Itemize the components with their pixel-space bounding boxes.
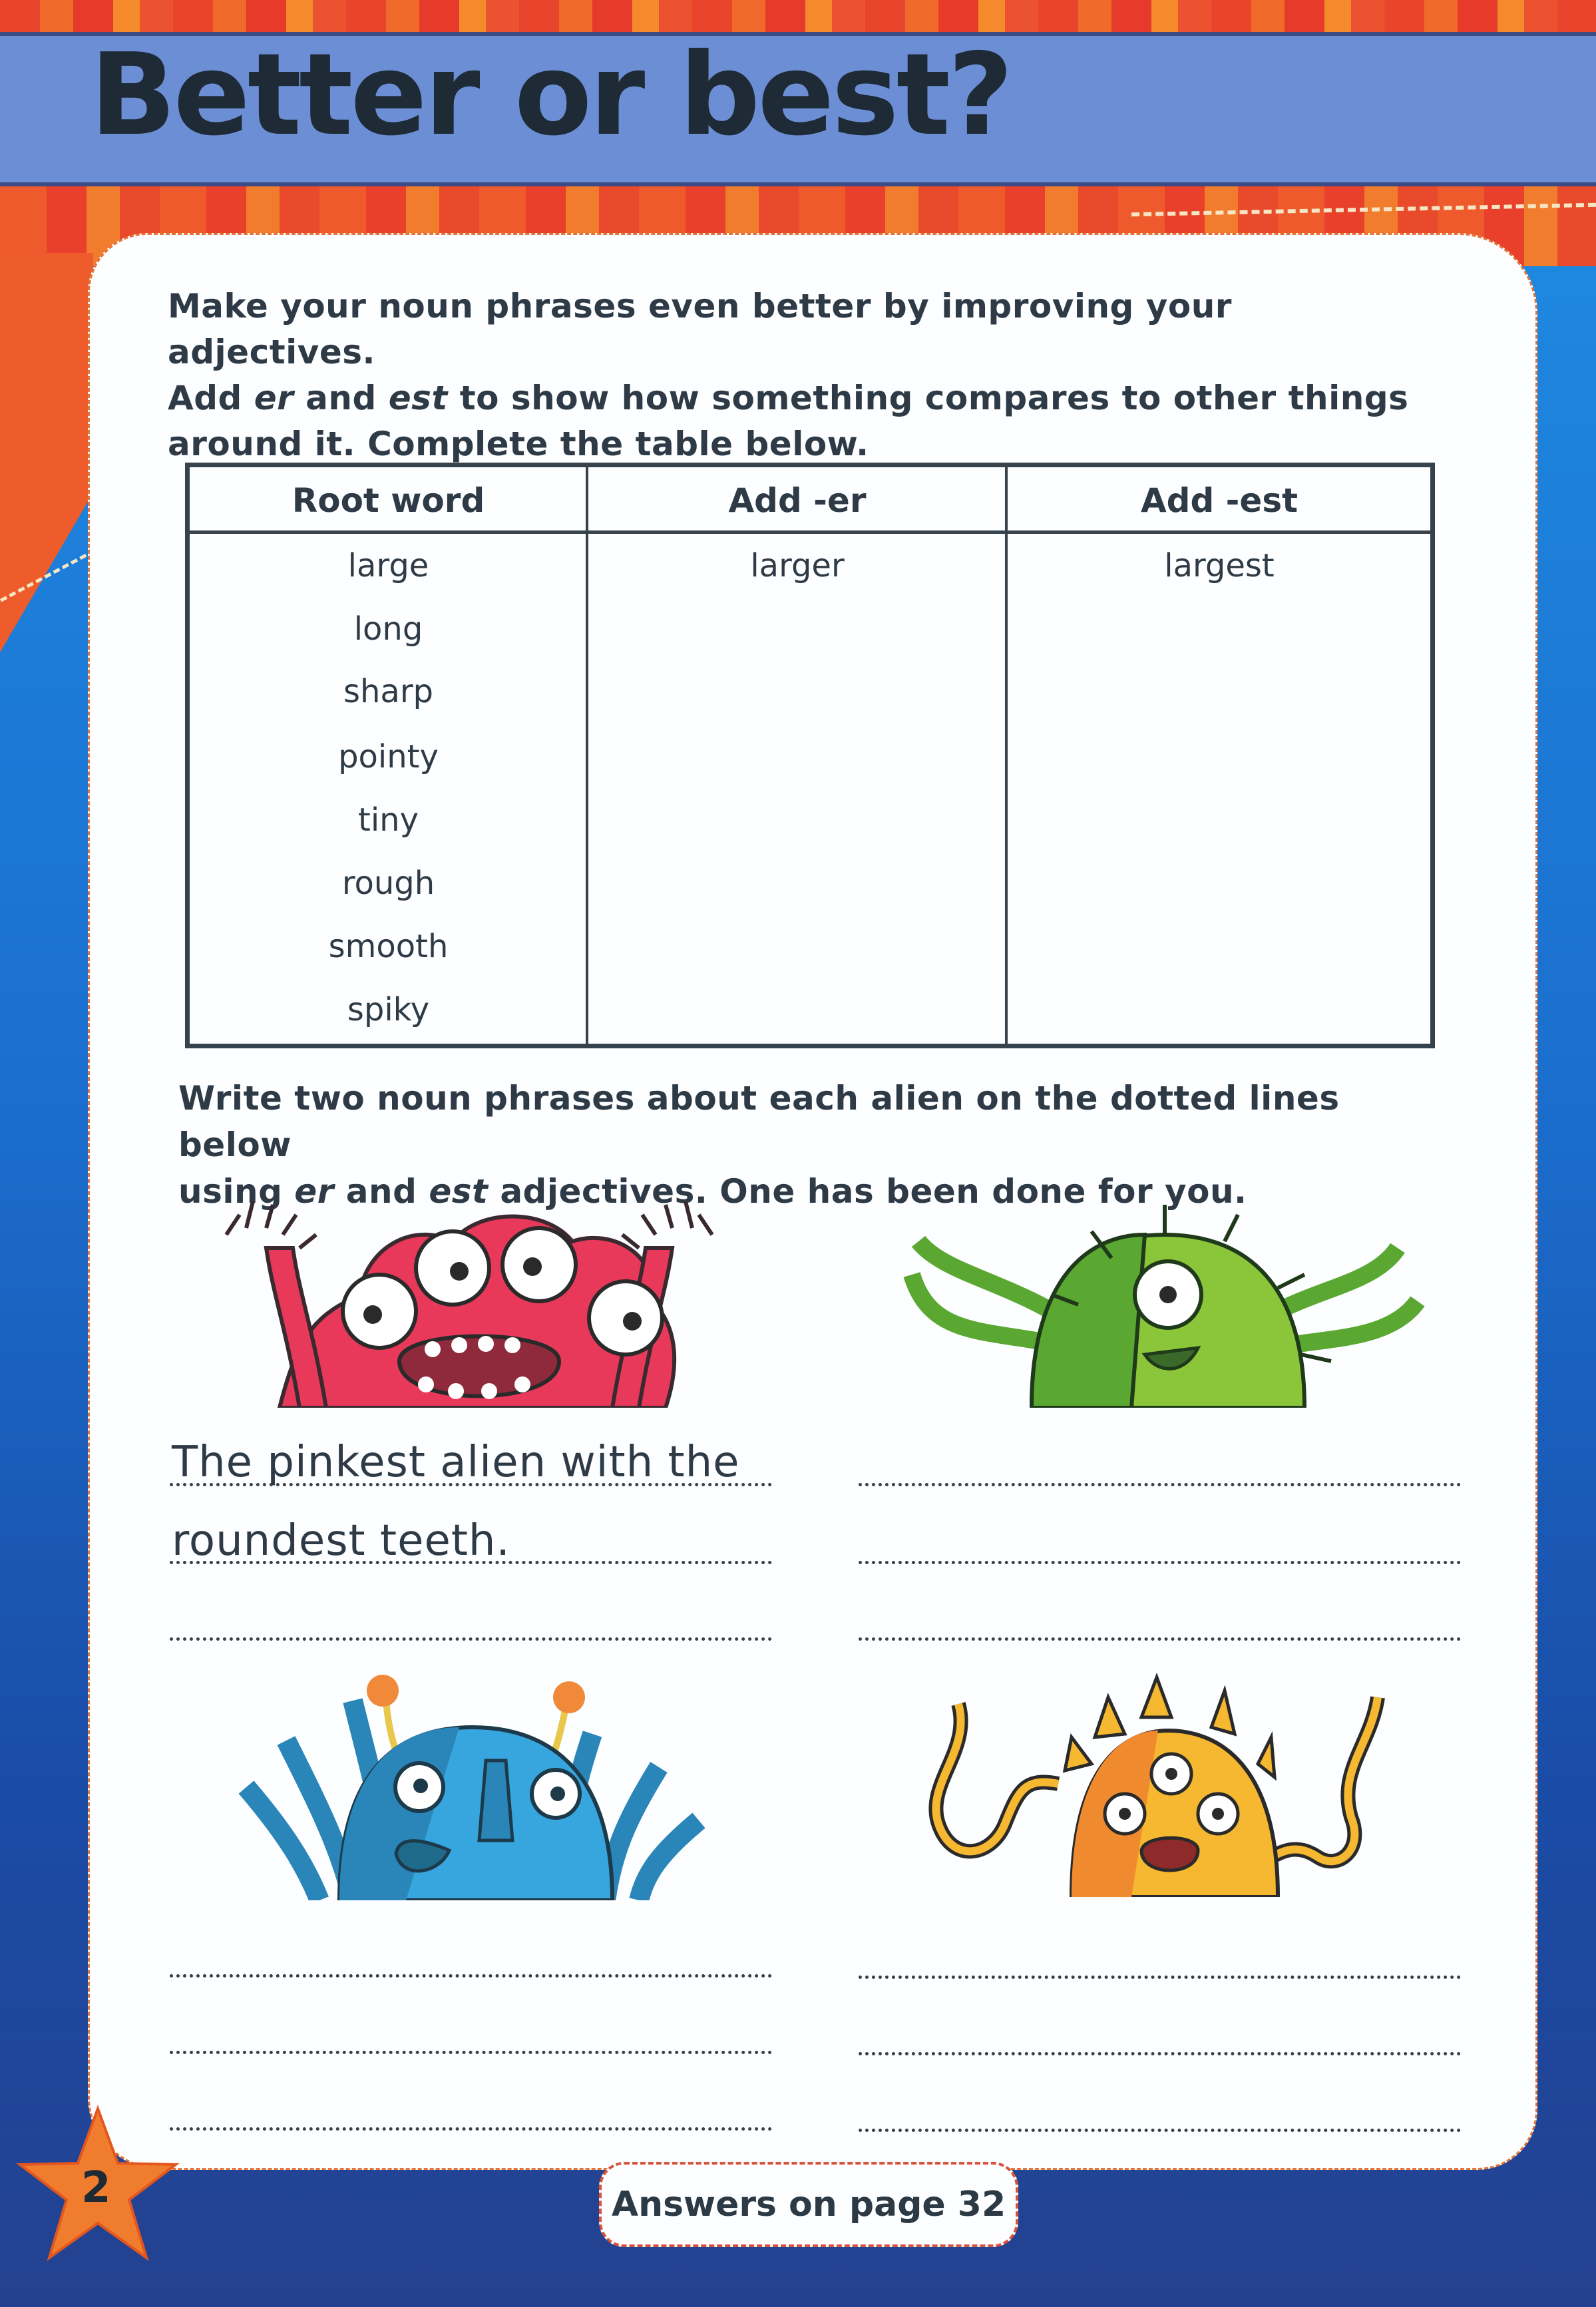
answer-line[interactable]: [170, 1637, 772, 1641]
er-answer-cell[interactable]: [588, 917, 1006, 976]
er-answer-cell[interactable]: [588, 853, 1006, 913]
page-number: 2: [81, 2163, 111, 2212]
orange-alien-illustration: [912, 1671, 1418, 1897]
er-answer-cell[interactable]: [588, 790, 1006, 850]
er-answer-cell[interactable]: [588, 980, 1006, 1040]
task-instructions: Write two noun phrases about each alien on the dotted lines below using er and est adjectives. One has been done for you.: [178, 1079, 1340, 1211]
example-answer-line-1: The pinkest alien with the: [172, 1438, 740, 1487]
blue-alien-illustration: [220, 1661, 725, 1900]
answer-line[interactable]: [170, 1561, 772, 1564]
root-word-cell: spiky: [347, 991, 430, 1028]
header-add-est: Add -est: [1140, 481, 1298, 520]
intro-line-3: around it. Complete the table below.: [168, 425, 869, 463]
green-alien-illustration: [892, 1195, 1431, 1408]
answers-badge: [599, 2162, 1018, 2247]
root-word-cell: sharp: [343, 673, 434, 710]
answer-line[interactable]: [170, 1974, 772, 1978]
root-word-cell: pointy: [338, 738, 439, 775]
answer-line[interactable]: [859, 1483, 1461, 1486]
answer-line[interactable]: [859, 2129, 1461, 2132]
er-answer-cell[interactable]: [588, 662, 1006, 722]
root-word-cell: rough: [341, 865, 435, 902]
answer-line[interactable]: [859, 1561, 1461, 1564]
root-word-cell: long: [353, 610, 423, 648]
example-answer-line-2: roundest teeth.: [172, 1516, 510, 1566]
est-answer-cell[interactable]: [1008, 599, 1431, 659]
header-root-word: Root word: [292, 481, 485, 520]
root-word-cell: smooth: [328, 928, 449, 965]
est-answer-cell[interactable]: [1008, 662, 1431, 722]
answer-line[interactable]: [170, 1483, 772, 1486]
est-answer-cell[interactable]: [1008, 980, 1431, 1040]
adjective-table: [185, 463, 1435, 1048]
intro-line-1: Make your noun phrases even better by improving your adjectives.: [168, 287, 1232, 371]
pink-alien-illustration: [200, 1195, 739, 1408]
intro-instructions: Make your noun phrases even better by improving your adjectives. Add er and est to show how something compares to other things around it. Complete the table below.: [168, 287, 1409, 463]
header-add-er: Add -er: [728, 481, 867, 520]
est-answer-cell[interactable]: [1008, 853, 1431, 913]
er-answer-cell[interactable]: [588, 599, 1006, 659]
er-answer-cell[interactable]: larger: [750, 547, 845, 584]
answers-label: Answers on page 32: [611, 2185, 1006, 2224]
answer-line[interactable]: [859, 1637, 1461, 1641]
est-answer-cell[interactable]: [1008, 727, 1431, 787]
est-answer-cell[interactable]: largest: [1164, 547, 1275, 584]
answer-line[interactable]: [170, 2127, 772, 2131]
page-title: Better or best?: [90, 29, 1011, 161]
root-word-cell: large: [347, 547, 429, 584]
answer-line[interactable]: [170, 2051, 772, 2054]
answer-line[interactable]: [859, 2052, 1461, 2055]
root-word-cell: tiny: [358, 801, 419, 839]
est-answer-cell[interactable]: [1008, 917, 1431, 976]
answer-line[interactable]: [859, 1976, 1461, 1979]
er-answer-cell[interactable]: [588, 727, 1006, 787]
est-answer-cell[interactable]: [1008, 790, 1431, 850]
